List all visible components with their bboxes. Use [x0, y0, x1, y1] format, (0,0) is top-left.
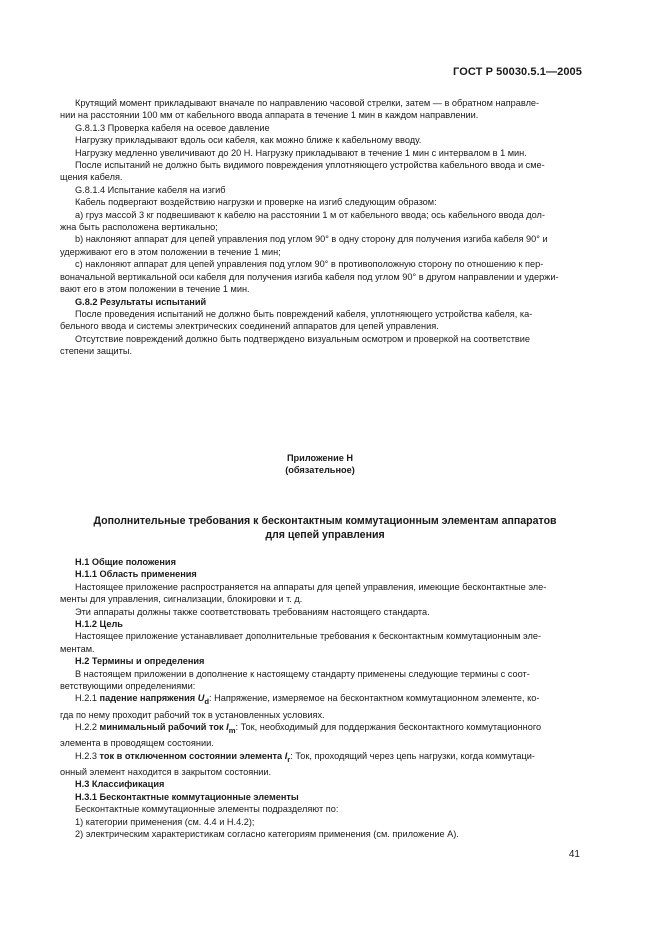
paragraph-line: После испытаний не должно быть видимого повреждения уплотняющего устройства кабельного ввода и сме- — [75, 160, 545, 171]
section-heading: Н.2 Термины и определения — [75, 656, 205, 667]
paragraph-line: нии на расстоянии 100 мм от кабельного ввода аппарата в течение 1 мин в каждом направлении. — [60, 110, 479, 121]
paragraph-line: Эти аппараты должны также соответствовать требованиям настоящего стандарта. — [75, 606, 430, 617]
list-item-a: a) груз массой 3 кг подвешивают к кабелю на расстоянии 1 м от кабельного ввода; ось кабельного ввода дол- — [75, 209, 545, 220]
paragraph-line: гда по нему проходит рабочий ток в установленных условиях. — [60, 709, 325, 720]
list-item-c: c) наклоняют аппарат для цепей управления под углом 90° в противоположную сторону по отношению к пер- — [75, 259, 544, 270]
section-g-text — [60, 97, 582, 358]
subsection-heading: Н.1.2 Цель — [75, 619, 123, 630]
term-definition: : Ток, необходимый для поддержания бесконтактного коммутационного — [235, 722, 542, 733]
term-name: падение напряжения — [99, 693, 196, 704]
subsection-heading: Н.1.1 Область применения — [75, 569, 197, 580]
paragraph-line: удерживают его в этом положении в течение 1 мин; — [60, 246, 281, 257]
term-symbol: I — [226, 722, 229, 733]
paragraph-line: ментам. — [60, 643, 95, 654]
paragraph-line: Нагрузку медленно увеличивают до 20 Н. Нагрузку прикладывают в течение 1 мин с интервалом в 1 мин. — [75, 147, 527, 158]
section-heading: Н.3 Классификация — [75, 779, 165, 790]
term-name: ток в отключенном состоянии элемента — [99, 750, 283, 761]
term-name: минимальный рабочий ток — [99, 722, 224, 733]
annex-label — [200, 452, 440, 476]
annex-heading-line1: Дополнительные требования к бесконтактным коммутационным элементам аппаратов — [93, 515, 557, 527]
paragraph-line: Крутящий момент прикладывают вначале по направлению часовой стрелки, затем — в обратном направле- — [75, 98, 540, 108]
term-symbol: U — [197, 693, 205, 704]
paragraph-line: Нагрузку прикладывают вдоль оси кабеля, как можно ближе к кабельному вводу. — [75, 135, 422, 146]
list-item: 1) категории применения (см. 4.4 и Н.4.2); — [75, 816, 255, 827]
paragraph-line: бельного ввода и системы электрических соединений аппаратов для цепей управления. — [60, 321, 439, 332]
paragraph-line: щения кабеля. — [60, 172, 123, 183]
term-number: Н.2.2 — [75, 722, 97, 733]
term-symbol-subscript: d — [204, 697, 210, 707]
subsection-heading: G.8.1.4 Испытание кабеля на изгиб — [75, 184, 226, 195]
paragraph-line: Бесконтактные коммутационные элементы подразделяют по: — [75, 804, 339, 815]
term-definition: : Ток, проходящий через цепь нагрузки, когда коммутаци- — [290, 750, 535, 761]
paragraph-line: менты для управления, сигнализации, блокировки и т. д. — [60, 594, 303, 605]
term-definition-1: Н.2.1 падение напряжения $U_d$: Напряжение, измеряемое на бесконтактном коммутационном элементе, ко- — [75, 693, 540, 707]
term-definition-3 — [60, 750, 582, 766]
annex-status: (обязательное) — [285, 465, 355, 475]
paragraph-line: Настоящее приложение устанавливает дополнительные требования к бесконтактным коммутационным эле- — [75, 631, 542, 642]
paragraph-line: Отсутствие повреждений должно быть подтверждено визуальным осмотром и проверкой на соответствие — [75, 333, 531, 344]
term-definition: : Напряжение, измеряемое на бесконтактном коммутационном элементе, ко — [209, 693, 537, 704]
paragraph-line: После проведения испытаний не должно быть повреждений кабеля, уплотняющего устройства кабеля, ка- — [75, 308, 533, 319]
term-definition-2 — [60, 721, 582, 737]
paragraph-line: воначальной вертикальной оси кабеля для получения изгиба кабеля под углом 90° в другом направлении и удержи- — [60, 271, 559, 282]
annex-heading — [60, 515, 590, 543]
term-number: Н.2.3 — [75, 750, 97, 761]
subsection-heading: G.8.1.3 Проверка кабеля на осевое давление — [75, 122, 270, 133]
list-item: 2) электрическим характеристикам согласно категориям применения (см. приложение А). — [75, 829, 459, 840]
subsection-heading: Н.3.1 Бесконтактные коммутационные элементы — [75, 791, 299, 802]
term-symbol: I — [284, 750, 288, 761]
results-heading: G.8.2 Результаты испытаний — [75, 296, 207, 307]
annex-heading-line2: для цепей управления — [265, 528, 385, 541]
paragraph-line: степени защиты. — [60, 346, 133, 357]
section-h-text — [60, 556, 582, 840]
paragraph-line: ветствующими определениями: — [60, 681, 196, 692]
paragraph-line: элемента в проводящем состоянии. — [60, 738, 214, 749]
paragraph-line: жна быть расположена вертикально; — [60, 222, 218, 233]
paragraph-line: Кабель подвергают воздействию нагрузки и проверке на изгиб следующим образом: — [75, 197, 437, 208]
paragraph-line: Настоящее приложение распространяется на аппараты для цепей управления, имеющие бесконтактные эле- — [75, 581, 547, 592]
paragraph-line: В настоящем приложении в дополнение к настоящему стандарту применены следующие термины с соот- — [75, 668, 530, 679]
annex-title: Приложение Н — [286, 453, 354, 463]
page-number: 41 — [568, 849, 580, 860]
standard-number: ГОСТ Р 50030.5.1—2005 — [453, 66, 582, 78]
term-symbol-subscript: m — [228, 725, 236, 735]
term-symbol-subscript: r — [287, 754, 291, 764]
paragraph-line: онный элемент находится в закрытом состоянии. — [60, 766, 272, 777]
section-heading: Н.1 Общие положения — [75, 557, 176, 567]
term-number: Н.2.1 — [75, 693, 97, 704]
list-item-b: b) наклоняют аппарат для цепей управления под углом 90° в одну сторону для получения изгиба кабеля 90° и — [75, 234, 548, 245]
paragraph-line: вают его в этом положении в течение 1 мин. — [60, 284, 250, 295]
